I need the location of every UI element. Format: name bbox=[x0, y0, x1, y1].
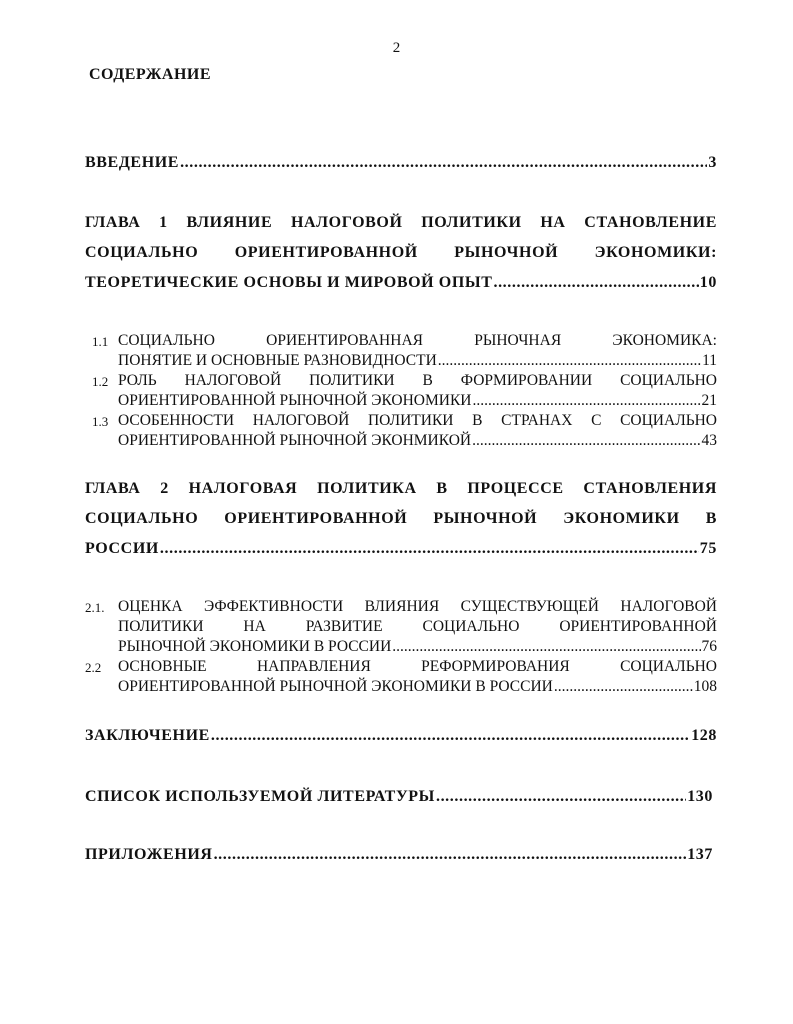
page-title: СОДЕРЖАНИЕ bbox=[89, 66, 212, 83]
toc-entry-conclusion[interactable] bbox=[85, 727, 717, 745]
chapter-title-last-line bbox=[85, 268, 717, 298]
toc-chapter-1[interactable] bbox=[85, 208, 717, 298]
toc-entry-page: 75 bbox=[699, 540, 717, 557]
toc-entry-page: 130 bbox=[687, 788, 713, 805]
toc-entry-page: 43 bbox=[701, 432, 717, 449]
toc-entry-intro[interactable] bbox=[85, 154, 717, 172]
toc-chapter-2[interactable] bbox=[85, 474, 717, 564]
toc-entry-page: 76 bbox=[701, 638, 717, 655]
section-title-last-line bbox=[118, 391, 717, 411]
dot-leader bbox=[472, 431, 700, 451]
toc-section-1-1[interactable] bbox=[92, 331, 717, 371]
dot-leader bbox=[180, 154, 707, 172]
chapter-title-line: ГЛАВА 2 НАЛОГОВАЯ ПОЛИТИКА В ПРОЦЕССЕ СТАНОВЛЕНИЯ bbox=[85, 480, 717, 497]
section-title-text: ОРИЕНТИРОВАННОЙ РЫНОЧНОЙ ЭКОНМИКОЙ bbox=[118, 432, 472, 449]
dot-leader bbox=[472, 391, 700, 411]
dot-leader bbox=[160, 534, 699, 564]
section-title-line: ОСОБЕННОСТИ НАЛОГОВОЙ ПОЛИТИКИ В СТРАНАХ С СОЦИАЛЬНО bbox=[118, 412, 717, 429]
section-title-last-line bbox=[118, 677, 717, 697]
toc-entry-page: 11 bbox=[702, 352, 717, 369]
toc-section-1-3[interactable] bbox=[92, 411, 717, 451]
toc-entry-label: ПРИЛОЖЕНИЯ bbox=[85, 846, 213, 863]
section-title-line: ОСНОВНЫЕ НАПРАВЛЕНИЯ РЕФОРМИРОВАНИЯ СОЦИАЛЬНО bbox=[118, 658, 717, 675]
toc-entry-page: 137 bbox=[687, 846, 713, 863]
section-title-text: ПОНЯТИЕ И ОСНОВНЫЕ РАЗНОВИДНОСТИ bbox=[118, 352, 437, 369]
toc-section-2-1[interactable] bbox=[85, 597, 717, 657]
section-number: 1.1 bbox=[92, 334, 109, 349]
section-title-line: ПОЛИТИКИ НА РАЗВИТИЕ СОЦИАЛЬНО ОРИЕНТИРОВАННОЙ bbox=[118, 618, 717, 635]
toc-section-1-2[interactable] bbox=[92, 371, 717, 411]
chapter-title-text: ТЕОРЕТИЧЕСКИЕ ОСНОВЫ И МИРОВОЙ ОПЫТ bbox=[85, 274, 493, 291]
section-number: 1.2 bbox=[92, 374, 109, 389]
dot-leader bbox=[554, 677, 693, 697]
section-title-text: ОРИЕНТИРОВАННОЙ РЫНОЧНОЙ ЭКОНОМИКИ В РОССИИ bbox=[118, 678, 553, 695]
toc-entry-page: 10 bbox=[699, 274, 717, 291]
dot-leader bbox=[214, 846, 687, 864]
toc-entry-label: ЗАКЛЮЧЕНИЕ bbox=[85, 727, 210, 744]
toc-entry-references[interactable] bbox=[85, 788, 713, 806]
dot-leader bbox=[392, 637, 700, 657]
dot-leader bbox=[438, 351, 701, 371]
section-title-line: СОЦИАЛЬНО ОРИЕНТИРОВАННАЯ РЫНОЧНАЯ ЭКОНОМИКА: bbox=[118, 332, 717, 349]
chapter-title-text: РОССИИ bbox=[85, 540, 159, 557]
toc-entry-page: 128 bbox=[691, 727, 717, 744]
section-number: 2.2 bbox=[85, 660, 102, 675]
section-title-last-line bbox=[118, 431, 717, 451]
chapter-title-line: СОЦИАЛЬНО ОРИЕНТИРОВАННОЙ РЫНОЧНОЙ ЭКОНОМИКИ: bbox=[85, 244, 717, 261]
toc-entry-page: 3 bbox=[708, 154, 717, 171]
chapter-title-line: СОЦИАЛЬНО ОРИЕНТИРОВАННОЙ РЫНОЧНОЙ ЭКОНОМИКИ В bbox=[85, 510, 717, 527]
toc-section-2-2[interactable] bbox=[85, 657, 717, 697]
section-number: 2.1. bbox=[85, 600, 105, 615]
section-title-last-line bbox=[118, 351, 717, 371]
chapter-title-last-line bbox=[85, 534, 717, 564]
chapter-title-line: ГЛАВА 1 ВЛИЯНИЕ НАЛОГОВОЙ ПОЛИТИКИ НА СТАНОВЛЕНИЕ bbox=[85, 214, 717, 231]
dot-leader bbox=[211, 727, 690, 745]
toc-entry-appendix[interactable] bbox=[85, 846, 713, 864]
section-title-line: РОЛЬ НАЛОГОВОЙ ПОЛИТИКИ В ФОРМИРОВАНИИ СОЦИАЛЬНО bbox=[118, 372, 717, 389]
section-title-text: ОРИЕНТИРОВАННОЙ РЫНОЧНОЙ ЭКОНОМИКИ bbox=[118, 392, 472, 409]
section-title-text: РЫНОЧНОЙ ЭКОНОМИКИ В РОССИИ bbox=[118, 638, 392, 655]
dot-leader bbox=[436, 788, 686, 806]
toc-entry-page: 108 bbox=[693, 678, 717, 695]
dot-leader bbox=[493, 268, 698, 298]
toc-entry-page: 21 bbox=[701, 392, 717, 409]
toc-entry-label: ВВЕДЕНИЕ bbox=[85, 154, 180, 171]
page-number: 2 bbox=[392, 40, 401, 56]
section-title-line: ОЦЕНКА ЭФФЕКТИВНОСТИ ВЛИЯНИЯ СУЩЕСТВУЮЩЕЙ НАЛОГОВОЙ bbox=[118, 598, 717, 615]
section-title-last-line bbox=[118, 637, 717, 657]
section-number: 1.3 bbox=[92, 414, 109, 429]
toc-entry-label: СПИСОК ИСПОЛЬЗУЕМОЙ ЛИТЕРАТУРЫ bbox=[85, 788, 435, 805]
